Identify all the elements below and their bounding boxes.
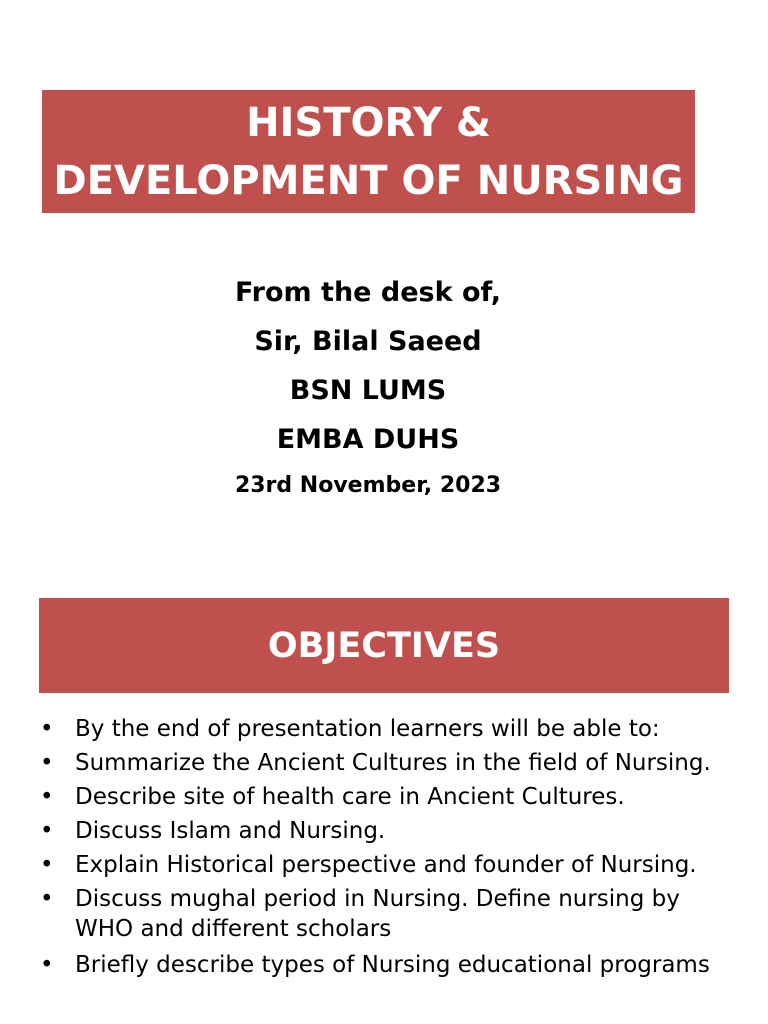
list-item (40, 850, 740, 881)
bullet-icon: • (40, 818, 54, 844)
list-item-text: Explain Historical perspective and founder of Nursing. (75, 852, 697, 878)
author-block (0, 268, 736, 508)
bullet-icon: • (40, 784, 54, 810)
list-item (40, 782, 740, 813)
author-intro: From the desk of, (234, 277, 502, 308)
author-name: Sir, Bilal Saeed (254, 326, 482, 357)
list-item (40, 816, 740, 847)
objectives-heading: OBJECTIVES (267, 625, 501, 666)
list-item-text: Discuss mughal period in Nursing. Define nursing by WHO and different scholars (75, 886, 680, 942)
objectives-banner (39, 598, 729, 693)
bullet-icon: • (40, 886, 54, 912)
presentation-date: 23rd November, 2023 (234, 473, 502, 498)
list-item-text: Discuss Islam and Nursing. (75, 818, 386, 844)
bullet-icon: • (40, 852, 54, 878)
objectives-list (40, 714, 740, 986)
bullet-icon: • (40, 716, 54, 742)
list-item (40, 714, 740, 745)
title-line-1: HISTORY & (246, 99, 491, 146)
list-item-text: Describe site of health care in Ancient Cultures. (75, 784, 625, 810)
list-item-text: By the end of presentation learners will be able to: (75, 716, 660, 742)
list-item (40, 748, 740, 779)
list-item-text: Briefly describe types of Nursing educational programs (75, 952, 710, 978)
title-banner (42, 90, 695, 213)
list-item (40, 950, 740, 980)
title-line-2: DEVELOPMENT OF NURSING (53, 157, 684, 204)
bullet-icon: • (40, 750, 54, 776)
author-degree-bsn: BSN LUMS (289, 375, 447, 406)
list-item-text: Summarize the Ancient Cultures in the field of Nursing. (75, 750, 711, 776)
bullet-icon: • (40, 952, 54, 978)
author-degree-emba: EMBA DUHS (276, 424, 460, 455)
list-item (40, 884, 740, 944)
